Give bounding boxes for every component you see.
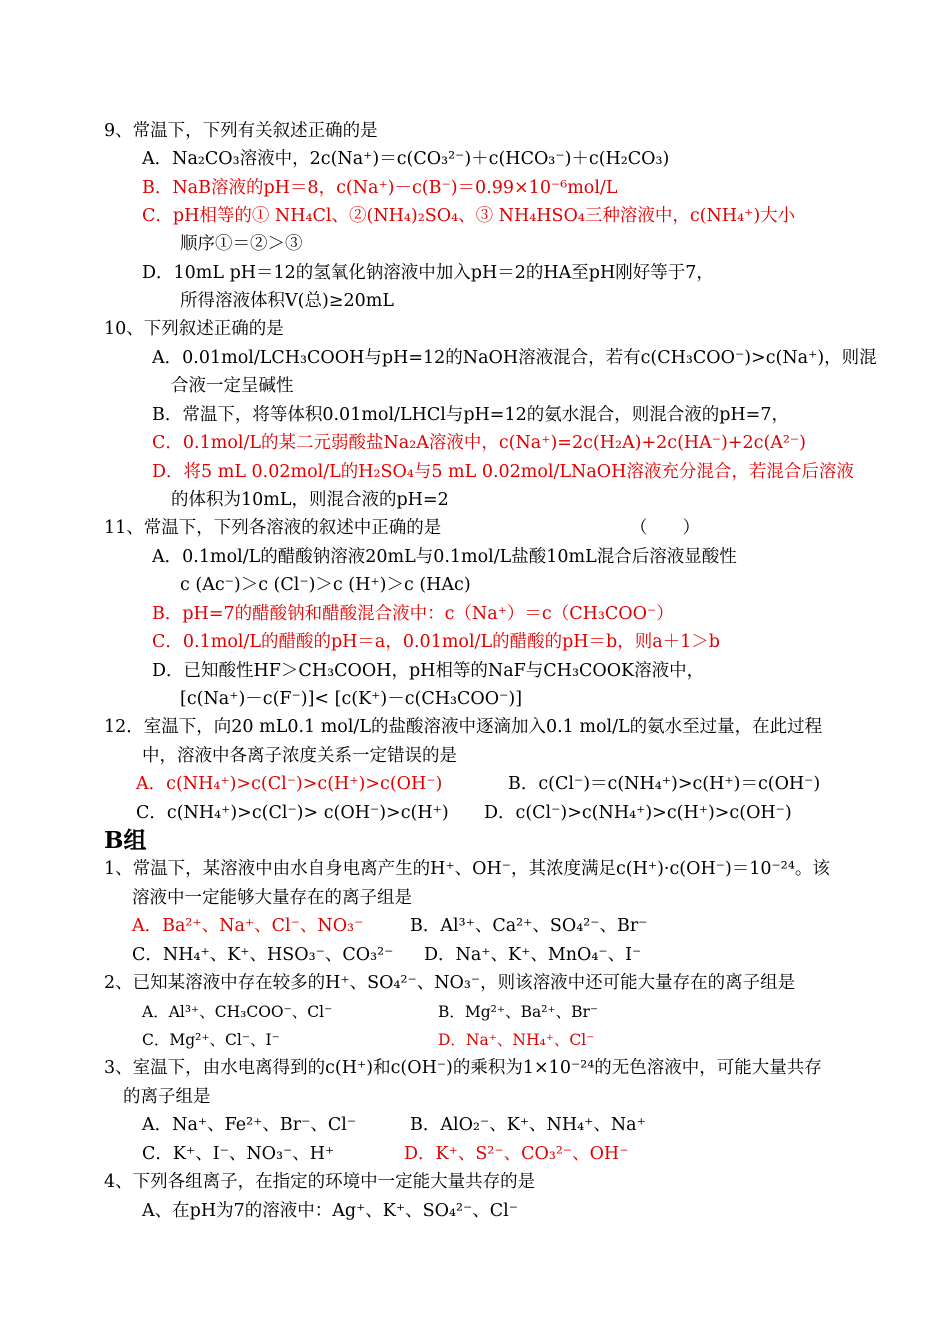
b3-option-d: D．K⁺、S²⁻、CO₃²⁻、OH⁻ xyxy=(404,1144,629,1164)
q11-option-c: C．0.1mol/L的醋酸的pH＝a，0.01mol/L的醋酸的pH＝b，则a＋1＞b xyxy=(152,632,721,652)
b2-stem: 2、已知某溶液中存在较多的H⁺、SO₄²⁻、NO₃⁻，则该溶液中还可能大量存在的离子组是 xyxy=(104,973,796,993)
q11-option-b: B．pH=7的醋酸钠和醋酸混合液中：c（Na⁺）＝c（CH₃COO⁻） xyxy=(152,604,674,624)
q12-option-b: B．c(Cl⁻)＝c(NH₄⁺)>c(H⁺)＝c(OH⁻) xyxy=(508,774,821,794)
b3-option-a: A．Na⁺、Fe²⁺、Br⁻、Cl⁻ xyxy=(142,1115,357,1135)
b2-option-a: A．Al³⁺、CH₃COO⁻、Cl⁻ xyxy=(142,1003,333,1021)
q10-option-d: D．将5 mL 0.02mol/L的H₂SO₄与5 mL 0.02mol/LNaOH溶液充分混合，若混合后溶液 xyxy=(152,462,854,482)
q11-option-a: A．0.1mol/L的醋酸钠溶液20mL与0.1mol/L盐酸10mL混合后溶液显酸性 xyxy=(152,547,737,567)
q12-option-a: A．c(NH₄⁺)>c(Cl⁻)>c(H⁺)>c(OH⁻) xyxy=(136,774,443,794)
q12-option-c: C．c(NH₄⁺)>c(Cl⁻)> c(OH⁻)>c(H⁺) xyxy=(136,803,449,823)
q10-option-b: B．常温下，将等体积0.01mol/LHCl与pH=12的氨水混合，则混合液的pH=7， xyxy=(152,405,789,425)
q11-stem: 11、常温下，下列各溶液的叙述中正确的是 xyxy=(104,518,442,538)
q12-stem-cont: 中，溶液中各离子浓度关系一定错误的是 xyxy=(142,746,457,766)
q9-option-c: C．pH相等的① NH₄Cl、②(NH₄)₂SO₄、③ NH₄HSO₄三种溶液中，c(NH₄⁺)大小 xyxy=(142,206,796,226)
b1-stem: 1、常温下，某溶液中由水自身电离产生的H⁺、OH⁻，其浓度满足c(H⁺)·c(OH⁻)＝10⁻²⁴。该 xyxy=(104,859,830,879)
b3-stem-cont: 的离子组是 xyxy=(123,1087,211,1107)
q12-option-d: D．c(Cl⁻)>c(NH₄⁺)>c(H⁺)>c(OH⁻) xyxy=(484,803,792,823)
b3-option-c: C．K⁺、I⁻、NO₃⁻、H⁺ xyxy=(142,1144,335,1164)
q10-option-a: A．0.01mol/LCH₃COOH与pH=12的NaOH溶液混合，若有c(CH₃COO⁻)>c(Na⁺)，则混 xyxy=(152,348,877,368)
b4-stem: 4、下列各组离子，在指定的环境中一定能大量共存的是 xyxy=(104,1172,536,1192)
b3-stem: 3、室温下，由水电离得到的c(H⁺)和c(OH⁻)的乘积为1×10⁻²⁴的无色溶液中，可能大量共存 xyxy=(104,1058,822,1078)
q10-option-c: C．0.1mol/L的某二元弱酸盐Na₂A溶液中，c(Na⁺)=2c(H₂A)+2c(HA⁻)+2c(A²⁻) xyxy=(152,433,807,453)
b1-stem-cont: 溶液中一定能够大量存在的离子组是 xyxy=(132,888,412,908)
q10-option-a-cont: 合液一定呈碱性 xyxy=(171,376,294,396)
q9-option-a: A．Na₂CO₃溶液中，2c(Na⁺)＝c(CO₃²⁻)＋c(HCO₃⁻)＋c(H₂CO₃) xyxy=(142,149,670,169)
q11-option-d-cont: [c(Na⁺)－c(F⁻)]< [c(K⁺)－c(CH₃COO⁻)] xyxy=(180,689,523,709)
q10-stem: 10、下列叙述正确的是 xyxy=(104,319,284,339)
q9-stem: 9、常温下，下列有关叙述正确的是 xyxy=(104,121,378,141)
b1-option-b: B．Al³⁺、Ca²⁺、SO₄²⁻、Br⁻ xyxy=(410,916,648,936)
b3-option-b: B．AlO₂⁻、K⁺、NH₄⁺、Na⁺ xyxy=(410,1115,646,1135)
q12-stem: 12．室温下，向20 mL0.1 mol/L的盐酸溶液中逐滴加入0.1 mol/L的氨水至过量，在此过程 xyxy=(104,717,823,737)
b2-option-b: B．Mg²⁺、Ba²⁺、Br⁻ xyxy=(438,1003,599,1021)
b2-option-d: D．Na⁺、NH₄⁺、Cl⁻ xyxy=(438,1031,595,1049)
b2-option-c: C．Mg²⁺、Cl⁻、I⁻ xyxy=(142,1031,280,1049)
q9-option-b: B．NaB溶液的pH＝8，c(Na⁺)－c(B⁻)＝0.99×10⁻⁶mol/L xyxy=(142,178,618,198)
q11-answer-paren: （ ） xyxy=(630,518,700,538)
b4-option-a: A、在pH为7的溶液中：Ag⁺、K⁺、SO₄²⁻、Cl⁻ xyxy=(142,1201,518,1221)
q9-option-d-cont: 所得溶液体积V(总)≥20mL xyxy=(180,291,394,311)
q9-option-c-cont: 顺序①＝②＞③ xyxy=(180,234,303,254)
b1-option-a: A．Ba²⁺、Na⁺、Cl⁻、NO₃⁻ xyxy=(132,916,364,936)
q11-option-a-cont: c (Ac⁻)＞c (Cl⁻)＞c (H⁺)＞c (HAc) xyxy=(180,575,471,595)
b1-option-c: C．NH₄⁺、K⁺、HSO₃⁻、CO₃²⁻ xyxy=(132,945,394,965)
section-b-heading: B组 xyxy=(104,827,147,854)
q11-option-d: D．已知酸性HF＞CH₃COOH，pH相等的NaF与CH₃COOK溶液中， xyxy=(152,661,705,681)
b1-option-d: D．Na⁺、K⁺、MnO₄⁻、I⁻ xyxy=(424,945,642,965)
q9-option-d: D．10mL pH＝12的氢氧化钠溶液中加入pH＝2的HA至pH刚好等于7， xyxy=(142,263,714,283)
q10-option-d-cont: 的体积为10mL，则混合液的pH=2 xyxy=(171,490,449,510)
